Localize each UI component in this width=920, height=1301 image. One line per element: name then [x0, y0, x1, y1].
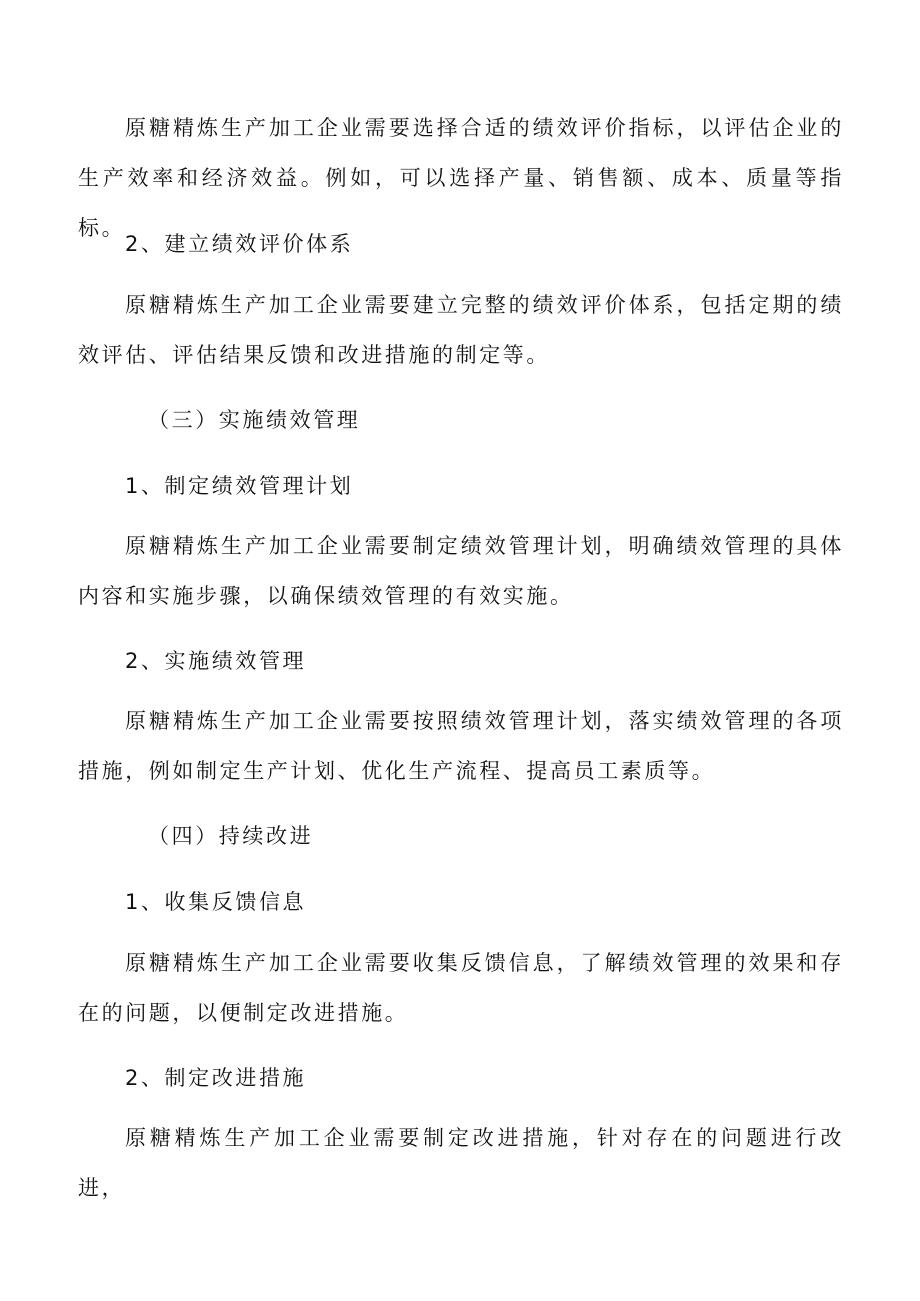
- paragraph-evaluation-system: 原糖精炼生产加工企业需要建立完整的绩效评价体系，包括定期的绩效评估、评估结果反馈和改进措施的制定等。: [78, 293, 844, 367]
- heading-collect-feedback: 1、收集反馈信息: [125, 890, 307, 914]
- heading-improvement-measures: 2、制定改进措施: [125, 1066, 307, 1090]
- section-heading-continuous-improvement: （四）持续改进: [148, 824, 314, 848]
- paragraph-improvement-measures: 原糖精炼生产加工企业需要制定改进措施，针对存在的问题进行改进，: [78, 1126, 844, 1200]
- paragraph-management-plan: 原糖精炼生产加工企业需要制定绩效管理计划，明确绩效管理的具体内容和实施步骤，以确保绩效管理的有效实施。: [78, 534, 844, 608]
- paragraph-collect-feedback: 原糖精炼生产加工企业需要收集反馈信息，了解绩效管理的效果和存在的问题，以便制定改进措施。: [78, 951, 844, 1025]
- heading-make-management-plan: 1、制定绩效管理计划: [125, 474, 354, 498]
- paragraph-implement-management: 原糖精炼生产加工企业需要按照绩效管理计划，落实绩效管理的各项措施，例如制定生产计划、优化生产流程、提高员工素质等。: [78, 709, 844, 783]
- heading-implement-management: 2、实施绩效管理: [125, 649, 307, 673]
- section-heading-implement-performance-management: （三）实施绩效管理: [148, 408, 361, 432]
- paragraph-performance-indicators: 原糖精炼生产加工企业需要选择合适的绩效评价指标，以评估企业的生产效率和经济效益。例如，可以选择产量、销售额、成本、质量等指标。: [78, 116, 844, 240]
- heading-build-evaluation-system: 2、建立绩效评价体系: [125, 232, 354, 256]
